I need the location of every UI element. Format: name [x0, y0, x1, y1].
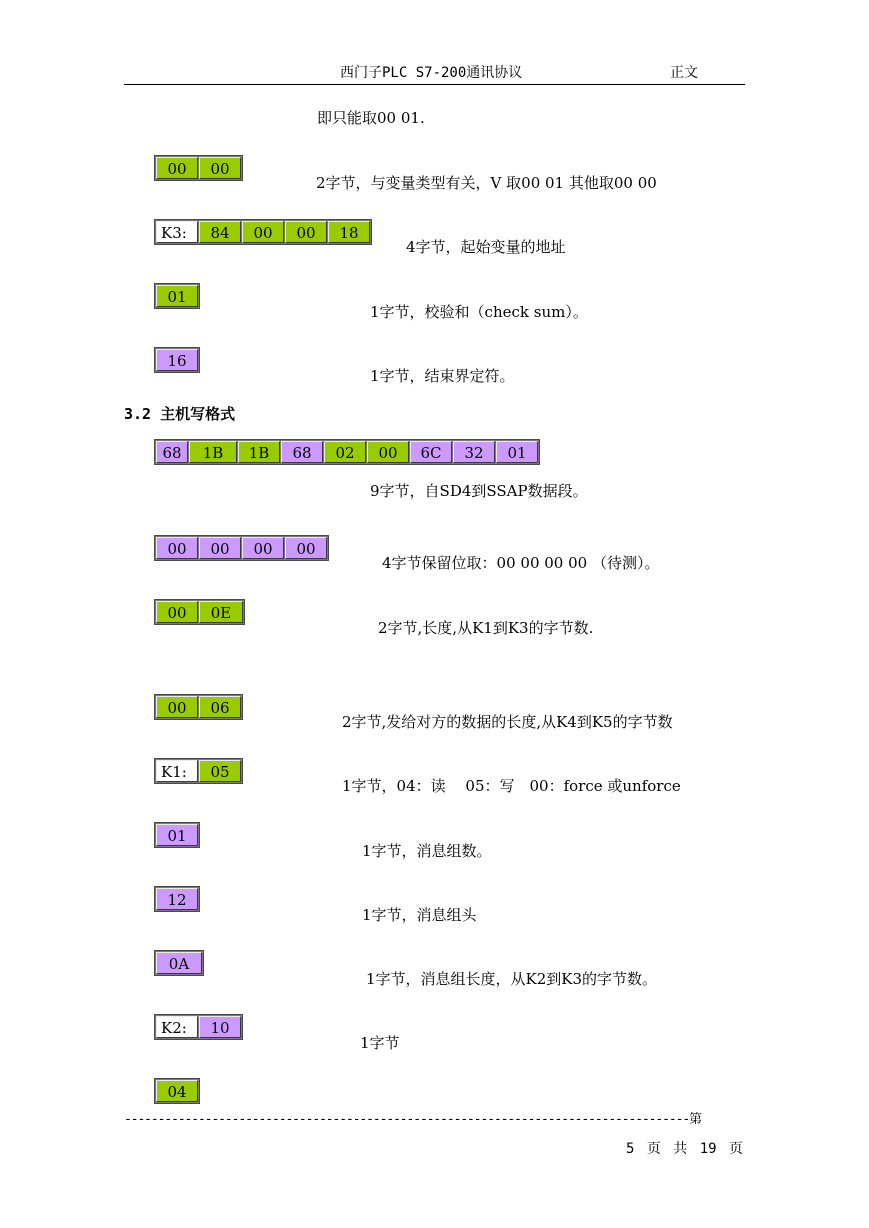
byte-field-description: 1字节，消息组头 — [362, 906, 477, 924]
byte-field-description: 2字节,发给对方的数据的长度,从K4到K5的字节数 — [342, 713, 673, 731]
byte-field-12 — [154, 950, 204, 976]
byte-cell: 05 — [199, 760, 241, 782]
byte-cell: 00 — [242, 537, 284, 559]
footer-dashes: ------------------------------------------------------------------------------------第 — [124, 1112, 701, 1127]
byte-field-description: 1字节，消息组长度，从K2到K3的字节数。 — [366, 970, 658, 988]
field-label: K3: — [156, 221, 198, 243]
byte-cell: 00 — [156, 157, 198, 179]
byte-field-5 — [154, 439, 540, 465]
byte-field-10 — [154, 822, 200, 848]
byte-cell: 0A — [156, 952, 202, 974]
byte-cell: 00 — [285, 221, 327, 243]
byte-cell: 00 — [199, 537, 241, 559]
field-label: K1: — [156, 760, 198, 782]
byte-cell: 6C — [410, 441, 452, 463]
byte-field-6 — [154, 535, 329, 561]
byte-cell: 01 — [156, 824, 198, 846]
section-heading: 3.2 主机写格式 — [124, 405, 236, 423]
byte-cell: 32 — [453, 441, 495, 463]
byte-cell: 00 — [156, 537, 198, 559]
byte-field-description: 1字节，04：读 05：写 00：force 或unforce — [342, 777, 681, 795]
byte-field-description: 1字节，结束界定符。 — [370, 367, 515, 385]
byte-cell: 00 — [156, 601, 198, 623]
byte-field-1 — [154, 155, 243, 181]
byte-field-description: 2字节，与变量类型有关，V 取00 01 其他取00 00 — [316, 174, 657, 192]
header-title: 西门子PLC S7-200通讯协议 — [340, 65, 523, 81]
byte-cell: 00 — [156, 696, 198, 718]
byte-field-4 — [154, 347, 200, 373]
byte-cell: 00 — [367, 441, 409, 463]
byte-cell: 10 — [199, 1016, 241, 1038]
byte-field-2 — [154, 219, 372, 245]
byte-cell: 1B — [189, 441, 237, 463]
byte-field-description: 9字节，自SD4到SSAP数据段。 — [370, 482, 588, 500]
byte-field-14 — [154, 1078, 200, 1104]
byte-cell: 01 — [496, 441, 538, 463]
byte-field-11 — [154, 886, 200, 912]
byte-field-description: 1字节，校验和（check sum）。 — [370, 303, 588, 321]
byte-cell: 16 — [156, 349, 198, 371]
byte-cell: 68 — [281, 441, 323, 463]
byte-cell: 04 — [156, 1080, 198, 1102]
footer-page-number: 5 页 共 19 页 — [625, 1141, 743, 1157]
intro-text: 即只能取00 01. — [317, 109, 425, 127]
byte-field-8 — [154, 694, 243, 720]
byte-field-description: 2字节,长度,从K1到K3的字节数. — [378, 619, 594, 637]
byte-cell: 68 — [156, 441, 188, 463]
byte-field-9 — [154, 758, 243, 784]
byte-field-description: 1字节 — [360, 1034, 400, 1052]
byte-cell: 00 — [285, 537, 327, 559]
byte-cell: 01 — [156, 285, 198, 307]
byte-cell: 1B — [238, 441, 280, 463]
byte-cell: 84 — [199, 221, 241, 243]
field-label: K2: — [156, 1016, 198, 1038]
byte-field-description: 4字节保留位取：00 00 00 00 （待测）。 — [382, 554, 660, 572]
byte-cell: 0E — [199, 601, 243, 623]
header-divider — [124, 84, 745, 85]
byte-field-3 — [154, 283, 200, 309]
byte-field-description: 4字节，起始变量的地址 — [406, 238, 566, 256]
byte-cell: 00 — [199, 157, 241, 179]
byte-cell: 00 — [242, 221, 284, 243]
byte-field-13 — [154, 1014, 243, 1040]
byte-cell: 02 — [324, 441, 366, 463]
byte-field-7 — [154, 599, 245, 625]
byte-cell: 18 — [328, 221, 370, 243]
byte-field-description: 1字节，消息组数。 — [362, 842, 492, 860]
byte-cell: 06 — [199, 696, 241, 718]
header-section: 正文 — [670, 65, 698, 81]
byte-cell: 12 — [156, 888, 198, 910]
